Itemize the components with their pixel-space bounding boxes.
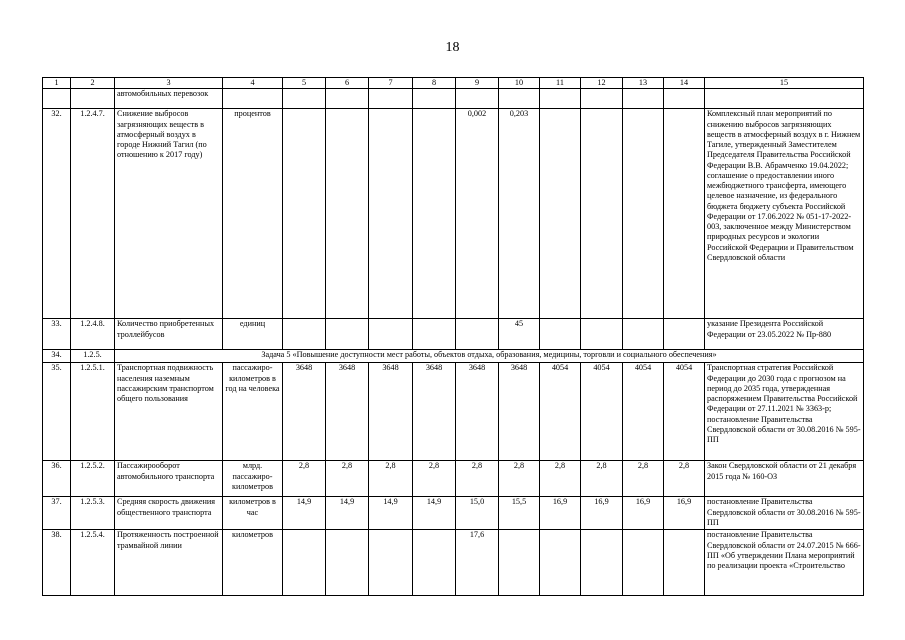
column-number-13: 13 [623, 78, 664, 89]
column-number-15: 15 [705, 78, 864, 89]
value-col-13 [623, 530, 664, 596]
value-col-12: 16,9 [581, 497, 623, 530]
value-col-8 [413, 89, 456, 109]
unit: млрд. пассажиро-километров [223, 461, 283, 497]
value-col-13: 2,8 [623, 461, 664, 497]
value-col-12 [581, 319, 623, 350]
unit: пассажиро-километров в год на человека [223, 363, 283, 461]
source-document: постановление Правительства Свердловской области от 30.08.2016 № 595-ПП [705, 497, 864, 530]
value-col-14 [664, 319, 705, 350]
indicator-name: Транспортная подвижность населения наземным пассажирским транспортом общего пользования [115, 363, 223, 461]
value-col-10 [499, 530, 540, 596]
table-header-row [43, 78, 864, 89]
indicator-name: Количество приобретенных троллейбусов [115, 319, 223, 350]
value-col-9: 17,6 [456, 530, 499, 596]
value-col-11 [540, 89, 581, 109]
value-col-6 [326, 89, 369, 109]
indicator-name: автомобильных перевозок [115, 89, 223, 109]
value-col-6 [326, 109, 369, 319]
value-col-7: 2,8 [369, 461, 413, 497]
indicator-code: 1.2.5.1. [71, 363, 115, 461]
column-number-2: 2 [71, 78, 115, 89]
value-col-13 [623, 89, 664, 109]
value-col-14: 4054 [664, 363, 705, 461]
column-number-1: 1 [43, 78, 71, 89]
unit [223, 89, 283, 109]
value-col-9: 15,0 [456, 497, 499, 530]
value-col-8 [413, 319, 456, 350]
value-col-10 [499, 89, 540, 109]
column-number-10: 10 [499, 78, 540, 89]
row-number [43, 89, 71, 109]
value-col-13 [623, 319, 664, 350]
value-col-9 [456, 89, 499, 109]
indicator-code: 1.2.5. [71, 350, 115, 363]
value-col-5: 2,8 [283, 461, 326, 497]
table-row [43, 319, 864, 350]
value-col-9 [456, 319, 499, 350]
value-col-10: 2,8 [499, 461, 540, 497]
value-col-11 [540, 319, 581, 350]
value-col-10: 15,5 [499, 497, 540, 530]
value-col-12: 2,8 [581, 461, 623, 497]
value-col-7 [369, 530, 413, 596]
value-col-7 [369, 89, 413, 109]
row-number: 37. [43, 497, 71, 530]
task-heading: Задача 5 «Повышение доступности мест работы, объектов отдыха, образования, медицины, торговли и социального обеспечения» [115, 350, 864, 363]
value-col-9: 2,8 [456, 461, 499, 497]
value-col-10: 3648 [499, 363, 540, 461]
value-col-7: 3648 [369, 363, 413, 461]
value-col-5: 3648 [283, 363, 326, 461]
value-col-9: 0,002 [456, 109, 499, 319]
table-row [43, 497, 864, 530]
source-document: постановление Правительства Свердловской области от 24.07.2015 № 666-ПП «Об утверждении Плана мероприятий по реализации проекта «Строительство [705, 530, 864, 596]
value-col-10: 45 [499, 319, 540, 350]
row-number: 35. [43, 363, 71, 461]
table-row [43, 350, 864, 363]
value-col-6: 2,8 [326, 461, 369, 497]
value-col-12 [581, 530, 623, 596]
table-row [43, 89, 864, 109]
table-row [43, 363, 864, 461]
column-number-14: 14 [664, 78, 705, 89]
row-number: 38. [43, 530, 71, 596]
value-col-13: 4054 [623, 363, 664, 461]
value-col-10: 0,203 [499, 109, 540, 319]
value-col-8: 2,8 [413, 461, 456, 497]
column-number-3: 3 [115, 78, 223, 89]
value-col-11: 2,8 [540, 461, 581, 497]
source-document: Комплексный план мероприятий по снижению выбросов загрязняющих веществ в атмосферный воздух в г. Нижнем Тагиле, утвержденный Заместителем Председателя Правительства Российской Федерации В.В. Абрамченко 19.04.2022; соглашение о предоставлении иного межбюджетного трансферта, имеющего целевое назначение, из федерального бюджета бюджету субъекта Российской Федерации от 17.06.2022 № 051-17-2022-003, заключенное между Министерством природных ресурсов и экологии Российской Федерации и Правительством Свердловской области [705, 109, 864, 319]
indicator-code: 1.2.4.8. [71, 319, 115, 350]
value-col-6 [326, 319, 369, 350]
value-col-7: 14,9 [369, 497, 413, 530]
value-col-12 [581, 109, 623, 319]
value-col-14 [664, 530, 705, 596]
value-col-13: 16,9 [623, 497, 664, 530]
source-document: указание Президента Российской Федерации от 23.05.2022 № Пр-880 [705, 319, 864, 350]
value-col-8: 14,9 [413, 497, 456, 530]
unit: процентов [223, 109, 283, 319]
row-number: 32. [43, 109, 71, 319]
unit: километров [223, 530, 283, 596]
unit: километров в час [223, 497, 283, 530]
table-row [43, 530, 864, 596]
indicator-name: Средняя скорость движения общественного транспорта [115, 497, 223, 530]
column-number-6: 6 [326, 78, 369, 89]
column-number-9: 9 [456, 78, 499, 89]
row-number: 36. [43, 461, 71, 497]
value-col-11 [540, 109, 581, 319]
value-col-9: 3648 [456, 363, 499, 461]
source-document: Транспортная стратегия Российской Федерации до 2030 года с прогнозом на период до 2035 года, утвержденная распоряжением Правительства Российской Федерации от 27.11.2021 № 3363-р; постановление Правительства Свердловской области от 30.08.2016 № 595-ПП [705, 363, 864, 461]
value-col-7 [369, 109, 413, 319]
indicator-code: 1.2.5.2. [71, 461, 115, 497]
value-col-14 [664, 89, 705, 109]
value-col-12: 4054 [581, 363, 623, 461]
value-col-6 [326, 530, 369, 596]
value-col-5 [283, 89, 326, 109]
value-col-8 [413, 109, 456, 319]
value-col-8: 3648 [413, 363, 456, 461]
value-col-5 [283, 319, 326, 350]
value-col-6: 14,9 [326, 497, 369, 530]
value-col-14: 2,8 [664, 461, 705, 497]
value-col-13 [623, 109, 664, 319]
value-col-5: 14,9 [283, 497, 326, 530]
value-col-11 [540, 530, 581, 596]
value-col-5 [283, 530, 326, 596]
indicator-code: 1.2.5.4. [71, 530, 115, 596]
column-number-12: 12 [581, 78, 623, 89]
table-row [43, 109, 864, 319]
indicator-name: Пассажирооборот автомобильного транспорта [115, 461, 223, 497]
column-number-11: 11 [540, 78, 581, 89]
indicators-table [42, 77, 864, 596]
value-col-14 [664, 109, 705, 319]
value-col-11: 4054 [540, 363, 581, 461]
column-number-8: 8 [413, 78, 456, 89]
row-number: 34. [43, 350, 71, 363]
source-document [705, 89, 864, 109]
value-col-11: 16,9 [540, 497, 581, 530]
value-col-7 [369, 319, 413, 350]
page-number: 18 [445, 40, 460, 55]
column-number-4: 4 [223, 78, 283, 89]
value-col-6: 3648 [326, 363, 369, 461]
column-number-7: 7 [369, 78, 413, 89]
value-col-14: 16,9 [664, 497, 705, 530]
row-number: 33. [43, 319, 71, 350]
table-row [43, 461, 864, 497]
value-col-8 [413, 530, 456, 596]
value-col-5 [283, 109, 326, 319]
indicator-name: Снижение выбросов загрязняющих веществ в атмосферный воздух в городе Нижний Тагил (по отношению к 2017 году) [115, 109, 223, 319]
column-number-5: 5 [283, 78, 326, 89]
source-document: Закон Свердловской области от 21 декабря 2015 года № 160-ОЗ [705, 461, 864, 497]
value-col-12 [581, 89, 623, 109]
unit: единиц [223, 319, 283, 350]
indicator-code: 1.2.4.7. [71, 109, 115, 319]
indicator-name: Протяженность построенной трамвайной линии [115, 530, 223, 596]
indicator-code [71, 89, 115, 109]
indicator-code: 1.2.5.3. [71, 497, 115, 530]
